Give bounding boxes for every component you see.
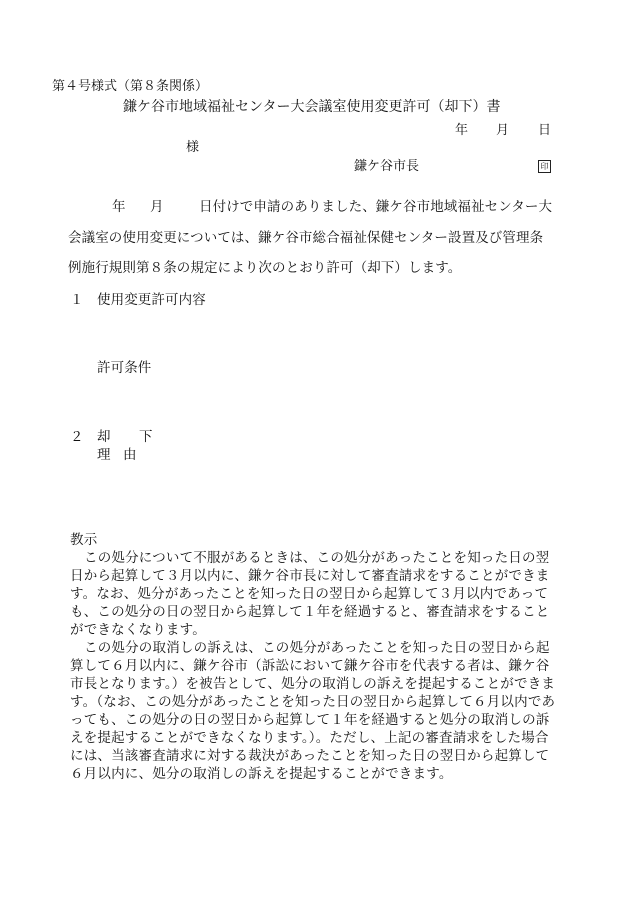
body-line-3: 例施行規則第８条の規定により次のとおり許可（却下）します。: [68, 260, 462, 276]
notice-heading: 教示: [70, 532, 98, 548]
seal-icon: 印: [538, 160, 551, 173]
item-1-number: １: [70, 292, 84, 308]
notice-line: には、当該審査請求に対する裁決があったことを知った日の翌日から起算して: [70, 748, 550, 764]
notice-line: 算して６月以内に、鎌ケ谷市（訴訟において鎌ケ谷市を代表する者は、鎌ケ谷: [70, 658, 550, 674]
notice-line: ができなくなります。: [70, 622, 206, 638]
notice-line: この処分について不服があるときは、この処分があったことを知った日の翌: [84, 550, 550, 566]
date-day-label: 日: [538, 123, 552, 138]
issuer-name: 鎌ケ谷市長: [354, 159, 420, 174]
document-title: 鎌ケ谷市地域福祉センター大会議室使用変更許可（却下）書: [123, 99, 501, 115]
notice-line: す。（なお、この処分があったことを知った日の翌日から起算して６月以内であ: [70, 694, 556, 710]
addressee-suffix: 様: [186, 140, 200, 155]
item-2-reason-char-2: 由: [123, 447, 137, 463]
body-line-1: 日付けで申請のありました、鎌ケ谷市地域福祉センター大: [199, 199, 553, 215]
item-2-reject-char-2: 下: [139, 429, 153, 445]
date-year-label: 年: [455, 123, 469, 138]
item-2-reject-char-1: 却: [97, 429, 111, 445]
form-number: 第４号様式（第８条関係）: [52, 79, 209, 94]
notice-line: この処分の取消しの訴えは、この処分があったことを知った日の翌日から起: [84, 640, 550, 656]
item-2-number: ２: [70, 429, 84, 445]
notice-line: えを提起することができなくなります。）。ただし、上記の審査請求をした場合: [70, 730, 549, 746]
notice-line: 日から起算して３月以内に、鎌ケ谷市長に対して審査請求をすることができま: [70, 568, 550, 584]
notice-line: ６月以内に、処分の取消しの訴えを提起することができます。: [70, 766, 453, 782]
conditions-label: 許可条件: [97, 360, 152, 376]
item-2-reason-char-1: 理: [97, 447, 111, 463]
notice-line: す。なお、処分があったことを知った日の翌日から起算して３月以内であって: [70, 586, 549, 602]
notice-line: 市長となります。）を被告として、処分の取消しの訴えを提起することができま: [70, 676, 556, 692]
notice-line: っても、この処分の日の翌日から起算して１年を経過すると処分の取消しの訴: [70, 712, 550, 728]
body-month-label: 月: [150, 199, 164, 215]
body-year-label: 年: [112, 199, 126, 215]
date-month-label: 月: [496, 123, 510, 138]
notice-line: も、この処分の日の翌日から起算して１年を経過すると、審査請求をすること: [70, 604, 550, 620]
body-line-2: 会議室の使用変更については、鎌ケ谷市総合福祉保健センター設置及び管理条: [68, 230, 544, 246]
item-1-label: 使用変更許可内容: [97, 292, 206, 308]
